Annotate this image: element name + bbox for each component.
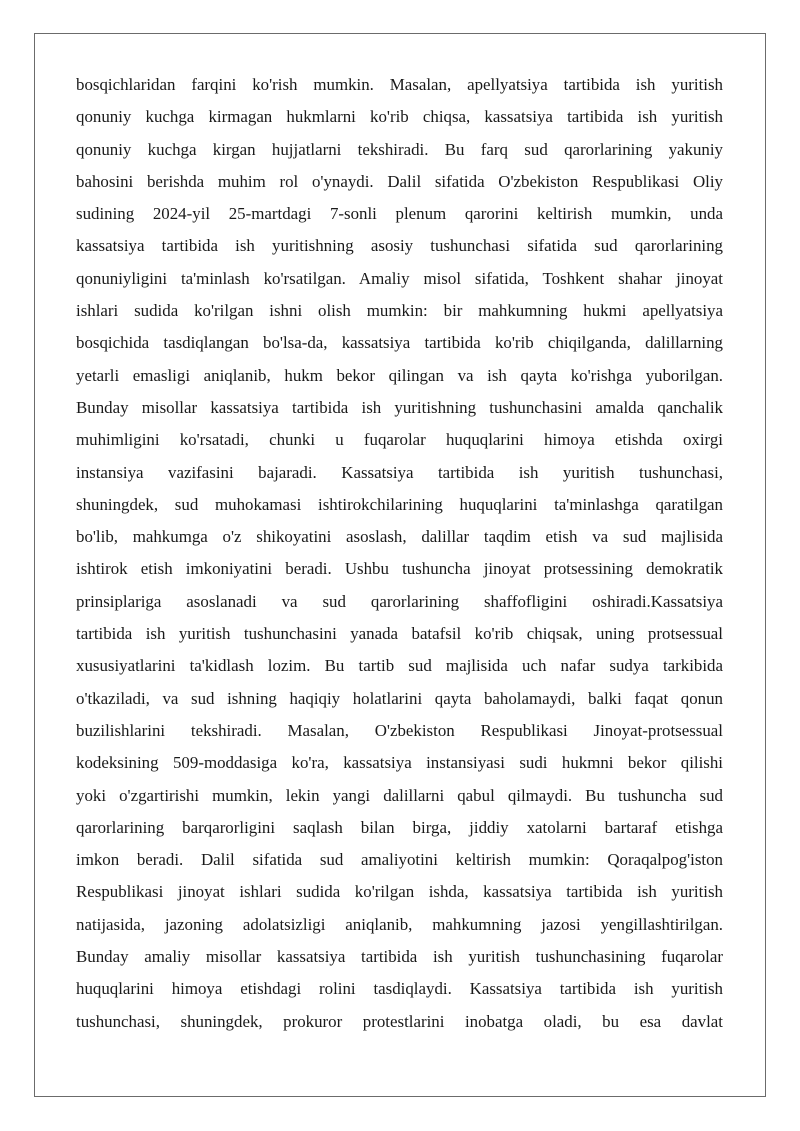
text-line: natijasida, jazoning adolatsizligi aniqlanib, mahkumning jazosi yengillashtirilgan. xyxy=(76,914,723,934)
text-line: yoki o'zgartirishi mumkin, lekin yangi dalillarni qabul qilmaydi. Bu tushuncha sud xyxy=(76,785,723,805)
text-line: kassatsiya tartibida ish yuritishning asosiy tushunchasi sifatida sud qarorlarining xyxy=(76,236,723,256)
text-line: ishlari sudida ko'rilgan ishni olish mumkin: bir mahkumning hukmi apellyatsiya xyxy=(76,301,723,321)
text-line: prinsiplariga asoslanadi va sud qarorlarining shaffofligini oshiradi.Kassatsiya xyxy=(76,591,723,611)
text-line: kodeksining 509-moddasiga ko'ra, kassatsiya instansiyasi sudi hukmni bekor qilishi xyxy=(76,753,723,773)
text-line: Bunday misollar kassatsiya tartibida ish yuritishning tushunchasini amalda qanchalik xyxy=(76,397,723,417)
text-line: xususiyatlarini ta'kidlash lozim. Bu tartib sud majlisida uch nafar sudya tarkibida xyxy=(76,656,723,676)
text-line: bo'lib, mahkumga o'z shikoyatini asoslash, dalillar taqdim etish va sud majlisida xyxy=(76,527,723,547)
text-line: instansiya vazifasini bajaradi. Kassatsiya tartibida ish yuritish tushunchasi, xyxy=(76,462,723,482)
text-line: qarorlarining barqarorligini saqlash bilan birga, jiddiy xatolarni bartaraf etishga xyxy=(76,817,723,837)
text-line: qonuniy kuchga kirmagan hukmlarni ko'rib chiqsa, kassatsiya tartibida ish yuritish xyxy=(76,107,723,127)
text-line: buzilishlarini tekshiradi. Masalan, O'zbekiston Respublikasi Jinoyat-protsessual xyxy=(76,720,723,740)
text-line: qonuniyligini ta'minlash ko'rsatilgan. Amaliy misol sifatida, Toshkent shahar jinoyat xyxy=(76,268,723,288)
text-line: Bunday amaliy misollar kassatsiya tartibida ish yuritish tushunchasining fuqarolar xyxy=(76,947,723,967)
text-line: Respublikasi jinoyat ishlari sudida ko'rilgan ishda, kassatsiya tartibida ish yuritish xyxy=(76,882,723,902)
text-line: sudining 2024-yil 25-martdagi 7-sonli plenum qarorini keltirish mumkin, unda xyxy=(76,204,723,224)
text-line: tushunchasi, shuningdek, prokuror protestlarini inobatga oladi, bu esa davlat xyxy=(76,1011,723,1031)
text-line: tartibida ish yuritish tushunchasini yanada batafsil ko'rib chiqsak, uning protsessual xyxy=(76,624,723,644)
text-line: bosqichida tasdiqlangan bo'lsa-da, kassatsiya tartibida ko'rib chiqilganda, dalillarning xyxy=(76,333,723,353)
text-line: yetarli emasligi aniqlanib, hukm bekor qilingan va ish qayta ko'rishga yuborilgan. xyxy=(76,365,723,385)
text-line: o'tkaziladi, va sud ishning haqiqiy holatlarini qayta baholamaydi, balki faqat qonun xyxy=(76,688,723,708)
text-line: shuningdek, sud muhokamasi ishtirokchilarining huquqlarini ta'minlashga qaratilgan xyxy=(76,494,723,514)
document-body xyxy=(76,69,723,1038)
text-line: imkon beradi. Dalil sifatida sud amaliyotini keltirish mumkin: Qoraqalpog'iston xyxy=(76,850,723,870)
text-line: muhimligini ko'rsatadi, chunki u fuqarolar huquqlarini himoya etishda oxirgi xyxy=(76,430,723,450)
text-line: bosqichlaridan farqini ko'rish mumkin. Masalan, apellyatsiya tartibida ish yuritish xyxy=(76,75,723,94)
text-line: ishtirok etish imkoniyatini beradi. Ushbu tushuncha jinoyat protsessining demokratik xyxy=(76,559,723,579)
text-line: qonuniy kuchga kirgan hujjatlarni tekshiradi. Bu farq sud qarorlarining yakuniy xyxy=(76,139,723,159)
text-line: huquqlarini himoya etishdagi rolini tasdiqlaydi. Kassatsiya tartibida ish yuritish xyxy=(76,979,723,999)
text-line: bahosini berishda muhim rol o'ynaydi. Dalil sifatida O'zbekiston Respublikasi Oliy xyxy=(76,171,723,191)
